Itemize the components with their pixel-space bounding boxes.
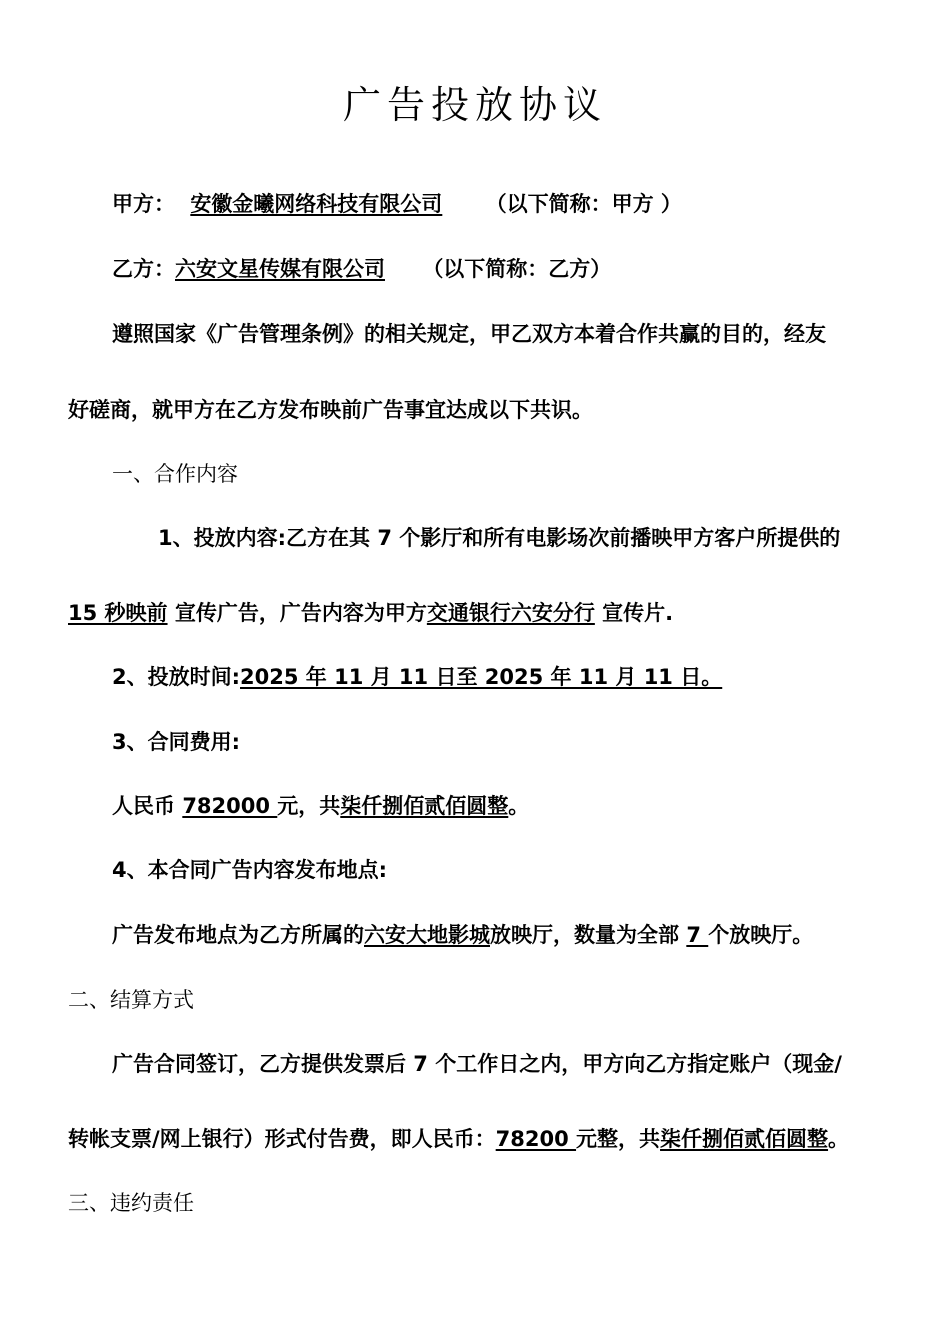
item-4-prefix: 广告发布地点为乙方所属的	[112, 923, 364, 947]
party-a-line	[112, 190, 682, 218]
settlement-tail: 。	[828, 1127, 850, 1151]
settlement-prefix: 转帐支票/网上银行）形式付告费，即人民币：	[68, 1127, 496, 1151]
item-3-label: 3、合同费用:	[112, 730, 241, 754]
ad-period: 2025 年 11 月 11 日至 2025 年 11 月 11 日。	[240, 665, 723, 689]
party-a-label: 甲方：	[112, 192, 175, 216]
section-1-heading: 一、合作内容	[112, 462, 238, 486]
settlement-amount-words: 柒仟捌佰贰佰圆整	[660, 1127, 829, 1151]
settlement-line-1: 广告合同签订，乙方提供发票后 7 个工作日之内，甲方向乙方指定账户（现金/	[112, 1052, 842, 1076]
hall-count: 7	[686, 923, 709, 947]
party-b-name: 六安文星传媒有限公司	[175, 257, 385, 281]
party-b-alias: （以下简称：乙方）	[422, 257, 612, 281]
party-b-label: 乙方：	[112, 257, 175, 281]
item-3-prefix: 人民币	[112, 794, 183, 818]
section-3-heading: 三、违约责任	[68, 1191, 194, 1215]
item-4-tail: 个放映厅。	[708, 923, 814, 947]
item-4-location-line	[112, 921, 813, 949]
item-3-mid: 元，共	[277, 794, 341, 818]
item-3-tail: 。	[508, 794, 530, 818]
item-3-amount-line	[112, 792, 529, 820]
contract-amount: 782000	[182, 794, 278, 818]
client-name: 交通银行六安分行	[426, 601, 595, 625]
document-title: 广告投放协议	[342, 83, 607, 127]
preamble-line-1: 遵照国家《广告管理条例》的相关规定，甲乙双方本着合作共赢的目的，经友	[112, 322, 826, 346]
settlement-amount: 78200	[495, 1127, 577, 1151]
cinema-name: 六安大地影城	[364, 923, 490, 947]
preamble-line-2: 好磋商，就甲方在乙方发布映前广告事宜达成以下共识。	[68, 398, 593, 422]
party-b-line	[112, 255, 611, 283]
item-1-line-2	[68, 599, 673, 627]
item-1-tail-text: 宣传片.	[594, 601, 674, 625]
item-2-label: 2、投放时间:	[112, 665, 241, 689]
contract-amount-words: 柒仟捌佰贰佰圆整	[340, 794, 509, 818]
ad-duration: 15 秒映前	[68, 601, 168, 625]
section-2-heading: 二、结算方式	[68, 988, 194, 1012]
party-a-alias: （以下简称：甲方 ）	[485, 192, 682, 216]
item-1-line-1: 1、投放内容:乙方在其 7 个影厅和所有电影场次前播映甲方客户所提供的	[158, 526, 841, 550]
settlement-mid: 元整，共	[576, 1127, 661, 1151]
party-a-name: 安徽金曦网络科技有限公司	[190, 192, 443, 216]
item-2-line	[112, 663, 722, 691]
settlement-line-2	[68, 1125, 849, 1153]
item-4-mid: 放映厅，数量为全部	[490, 923, 687, 947]
item-1-mid-text: 宣传广告，广告内容为甲方	[167, 601, 427, 625]
item-4-label: 4、本合同广告内容发布地点:	[112, 858, 388, 882]
